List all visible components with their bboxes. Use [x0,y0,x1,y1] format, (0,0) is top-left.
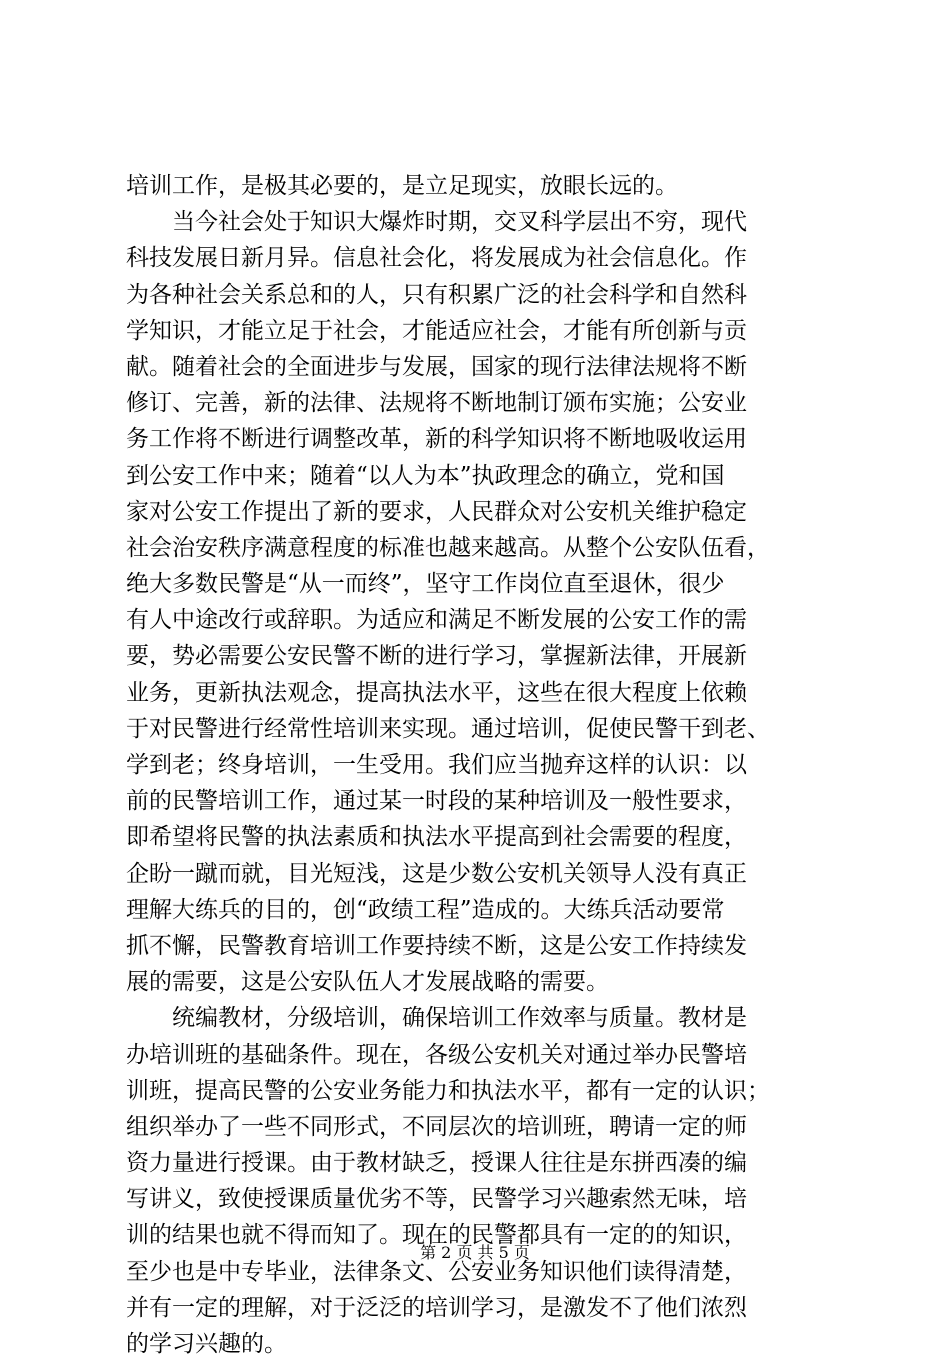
text-line: 的学习兴趣的。 [126,1331,287,1357]
text-line: 科技发展日新月异。信息社会化，将发展成为社会信息化。作 [126,245,747,272]
text-line: 训班，提高民警的公安业务能力和执法水平，都有一定的认识； [126,1077,770,1104]
text-line: 统编教材，分级培训，确保培训工作效率与质量。教材是 [172,1005,747,1032]
text-line: 家对公安工作提出了新的要求，人民群众对公安机关维护稳定 [126,498,747,525]
text-line: 绝大多数民警是“从一而终”，坚守工作岗位直至退休，很少 [126,571,725,598]
text-line: 企盼一蹴而就，目光短浅，这是少数公安机关领导人没有真正 [126,860,747,887]
text-line: 前的民警培训工作，通过某一时段的某种培训及一般性要求， [126,788,747,815]
text-line: 展的需要，这是公安队伍人才发展战略的需要。 [126,969,609,996]
text-line: 理解大练兵的目的，创“政绩工程”造成的。大练兵活动要常 [126,896,725,923]
text-line: 培训工作，是极其必要的，是立足现实，放眼长远的。 [126,173,678,199]
document-body [126,168,836,1362]
text-line: 办培训班的基础条件。现在，各级公安机关对通过举办民警培 [126,1041,747,1068]
page-footer: 第 2 页 共 5 页 [420,1243,530,1262]
text-line: 务工作将不断进行调整改革，新的科学知识将不断地吸收运用 [126,426,747,453]
text-line: 训的结果也就不得而知了。现在的民警都具有一定的的知识， [126,1222,747,1249]
text-line: 抓不懈，民警教育培训工作要持续不断，这是公安工作持续发 [126,932,747,959]
text-line: 当今社会处于知识大爆炸时期，交叉科学层出不穷，现代 [172,209,747,236]
text-line: 并有一定的理解，对于泛泛的培训学习，是激发不了他们浓烈 [126,1294,747,1321]
text-line: 资力量进行授课。由于教材缺乏，授课人往往是东拼西凑的编 [126,1150,747,1177]
text-line: 到公安工作中来；随着“以人为本”执政理念的确立，党和国 [126,462,725,489]
text-line: 为各种社会关系总和的人，只有积累广泛的社会科学和自然科 [126,281,747,308]
text-line: 社会治安秩序满意程度的标准也越来越高。从整个公安队伍看， [126,534,770,561]
text-line: 要，势必需要公安民警不断的进行学习，掌握新法律，开展新 [126,643,747,670]
text-line: 业务，更新执法观念，提高执法水平，这些在很大程度上依赖 [126,679,747,706]
text-line: 有人中途改行或辞职。为适应和满足不断发展的公安工作的需 [126,607,747,634]
text-line: 至少也是中专毕业，法律条文、公安业务知识他们读得清楚， [126,1258,747,1285]
text-line: 组织举办了一些不同形式，不同层次的培训班，聘请一定的师 [126,1113,747,1140]
text-line: 于对民警进行经常性培训来实现。通过培训，促使民警干到老、 [126,715,770,742]
text-line: 即希望将民警的执法素质和执法水平提高到社会需要的程度， [126,824,747,851]
text-line: 写讲义，致使授课质量优劣不等，民警学习兴趣索然无味，培 [126,1186,747,1213]
text-line: 献。随着社会的全面进步与发展，国家的现行法律法规将不断 [126,353,747,380]
text-line: 修订、完善，新的法律、法规将不断地制订颁布实施；公安业 [126,390,747,417]
text-line: 学知识，才能立足于社会，才能适应社会，才能有所创新与贡 [126,317,747,344]
text-line: 学到老；终身培训，一生受用。我们应当抛弃这样的认识：以 [126,752,747,778]
